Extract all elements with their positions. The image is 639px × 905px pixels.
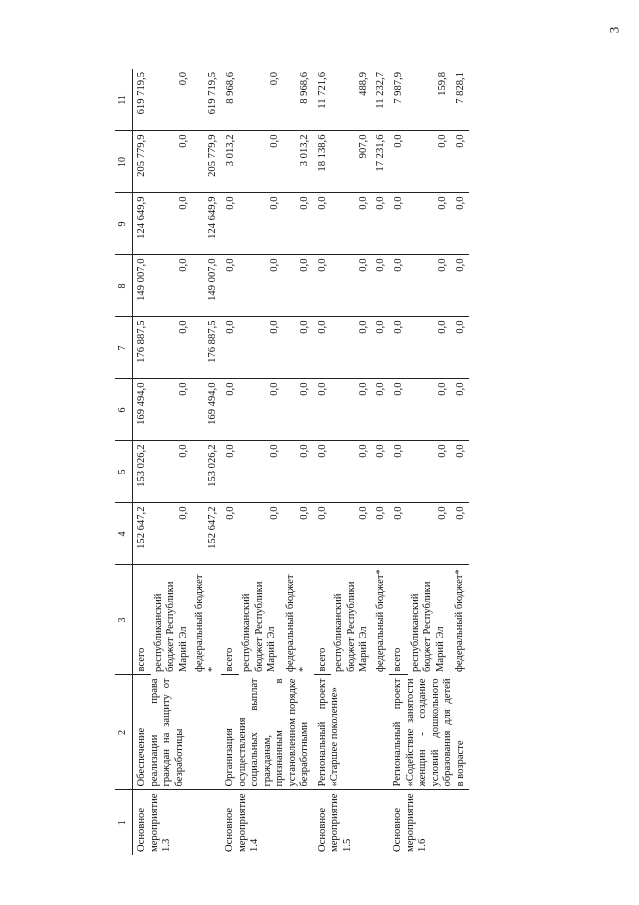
amount-cell: 0,0 — [314, 503, 332, 565]
amount-cell: 0,0 — [221, 379, 239, 441]
header-col-10: 10 — [115, 131, 133, 193]
amount-cell: 0,0 — [314, 317, 332, 379]
amount-cell: 0,0 — [373, 193, 390, 255]
header-row — [115, 69, 133, 855]
header-col-1: 1 — [115, 790, 133, 855]
amount-cell: 619 719,5 — [192, 69, 221, 131]
amount-cell: 153 026,2 — [192, 441, 221, 503]
funding-source: республиканский бюджет Республики Марий Эл — [409, 581, 446, 672]
header-col-11: 11 — [115, 69, 133, 131]
amount-cell: 0,0 — [151, 503, 193, 565]
amount-cell: 11 721,6 — [314, 69, 332, 131]
amount-cell: 169 494,0 — [192, 379, 221, 441]
amount-cell: 124 649,9 — [133, 193, 151, 255]
amount-cell: 0,0 — [408, 131, 452, 193]
header-col-5: 5 — [115, 441, 133, 503]
amount-cell: 0,0 — [221, 503, 239, 565]
amount-cell: 17 231,6 — [373, 131, 390, 193]
amount-cell: 205 779,9 — [192, 131, 221, 193]
funding-source: республиканский бюджет Республики Марий Эл — [241, 581, 278, 672]
header-col-9: 9 — [115, 193, 133, 255]
amount-cell: 0,0 — [408, 503, 452, 565]
amount-cell: 0,0 — [452, 503, 470, 565]
amount-cell: 176 887,5 — [192, 317, 221, 379]
amount-cell: 0,0 — [373, 379, 390, 441]
amount-cell: 0,0 — [452, 255, 470, 317]
page-number: 3 — [606, 26, 622, 34]
amount-cell: 0,0 — [314, 193, 332, 255]
amount-cell: 0,0 — [221, 193, 239, 255]
amount-cell: 149 007,0 — [192, 255, 221, 317]
amount-cell: 124 649,9 — [192, 193, 221, 255]
amount-cell: 152 647,2 — [133, 503, 151, 565]
amount-cell: 0,0 — [408, 379, 452, 441]
funding-source: всего — [389, 565, 408, 675]
amount-cell: 0,0 — [373, 441, 390, 503]
amount-cell: 488,9 — [331, 69, 373, 131]
amount-cell: 0,0 — [389, 193, 408, 255]
amount-cell: 0,0 — [452, 317, 470, 379]
amount-cell: 0,0 — [283, 441, 314, 503]
header-col-6: 6 — [115, 379, 133, 441]
amount-cell: 619 719,5 — [133, 69, 151, 131]
header-col-8: 8 — [115, 255, 133, 317]
amount-cell: 0,0 — [221, 317, 239, 379]
amount-cell: 0,0 — [408, 193, 452, 255]
header-col-7: 7 — [115, 317, 133, 379]
measure-name: Организация осуществления социальных выплат гражданам, признанным в установленном порядке безработными — [221, 675, 314, 790]
funding-source: федеральный бюджет* — [453, 569, 465, 672]
amount-cell: 169 494,0 — [133, 379, 151, 441]
amount-cell: 0,0 — [151, 193, 193, 255]
amount-cell: 152 647,2 — [192, 503, 221, 565]
header-col-4: 4 — [115, 503, 133, 565]
funding-source: федеральный бюджет* — [374, 569, 386, 672]
amount-cell: 0,0 — [389, 379, 408, 441]
amount-cell: 0,0 — [389, 131, 408, 193]
amount-cell: 205 779,9 — [133, 131, 151, 193]
amount-cell: 8 968,6 — [221, 69, 239, 131]
table-row — [389, 69, 408, 855]
amount-cell: 0,0 — [151, 379, 193, 441]
amount-cell: 159,8 — [408, 69, 452, 131]
amount-cell: 0,0 — [389, 255, 408, 317]
table-row — [314, 69, 332, 855]
funding-source: федеральный бюджет * — [194, 574, 218, 672]
funding-source: всего — [133, 565, 151, 675]
amount-cell: 0,0 — [452, 441, 470, 503]
amount-cell: 0,0 — [239, 69, 283, 131]
amount-cell: 0,0 — [314, 441, 332, 503]
measure-id: Основное мероприятие 1.3 — [136, 793, 172, 852]
amount-cell: 0,0 — [221, 255, 239, 317]
amount-cell: 0,0 — [239, 503, 283, 565]
amount-cell: 0,0 — [331, 255, 373, 317]
amount-cell: 0,0 — [389, 441, 408, 503]
amount-cell: 0,0 — [283, 379, 314, 441]
amount-cell: 0,0 — [221, 441, 239, 503]
amount-cell: 0,0 — [151, 131, 193, 193]
amount-cell: 0,0 — [283, 255, 314, 317]
amount-cell: 149 007,0 — [133, 255, 151, 317]
funding-source: всего — [221, 565, 239, 675]
funding-source: федеральный бюджет * — [285, 574, 309, 672]
amount-cell: 0,0 — [408, 317, 452, 379]
amount-cell: 0,0 — [239, 317, 283, 379]
amount-cell: 0,0 — [239, 131, 283, 193]
amount-cell: 0,0 — [389, 503, 408, 565]
amount-cell: 0,0 — [283, 193, 314, 255]
amount-cell: 0,0 — [239, 255, 283, 317]
amount-cell: 0,0 — [389, 317, 408, 379]
amount-cell: 0,0 — [331, 317, 373, 379]
funding-source: республиканский бюджет Республики Марий Эл — [152, 581, 189, 672]
amount-cell: 3 013,2 — [283, 131, 314, 193]
amount-cell: 0,0 — [331, 193, 373, 255]
measure-name: Региональный проект «Старшее поколение» — [314, 675, 390, 790]
amount-cell: 3 013,2 — [221, 131, 239, 193]
amount-cell: 0,0 — [331, 441, 373, 503]
amount-cell: 907,0 — [331, 131, 373, 193]
amount-cell: 8 968,6 — [283, 69, 314, 131]
amount-cell: 0,0 — [452, 131, 470, 193]
amount-cell: 0,0 — [408, 441, 452, 503]
amount-cell: 0,0 — [151, 69, 193, 131]
amount-cell: 0,0 — [452, 193, 470, 255]
amount-cell: 0,0 — [283, 317, 314, 379]
amount-cell: 7 828,1 — [452, 69, 470, 131]
amount-cell: 0,0 — [331, 503, 373, 565]
amount-cell: 0,0 — [314, 255, 332, 317]
amount-cell: 0,0 — [239, 379, 283, 441]
amount-cell: 0,0 — [239, 193, 283, 255]
amount-cell: 153 026,2 — [133, 441, 151, 503]
amount-cell: 11 232,7 — [373, 69, 390, 131]
amount-cell: 0,0 — [452, 379, 470, 441]
amount-cell: 0,0 — [239, 441, 283, 503]
measure-id: Основное мероприятие 1.5 — [316, 793, 353, 852]
amount-cell: 0,0 — [331, 379, 373, 441]
measure-name: Региональный проект «Содействие занятости женщин - создание условий дошкольного образования для детей в возрасте — [389, 675, 469, 790]
amount-cell: 0,0 — [373, 317, 390, 379]
amount-cell: 0,0 — [373, 503, 390, 565]
amount-cell: 0,0 — [151, 255, 193, 317]
amount-cell: 0,0 — [408, 255, 452, 317]
funding-source: республиканский бюджет Республики Марий Эл — [333, 581, 369, 672]
measure-id: Основное мероприятие 1.6 — [392, 793, 428, 852]
amount-cell: 18 138,6 — [314, 131, 332, 193]
funding-table — [115, 69, 469, 855]
measure-id: Основное мероприятие 1.4 — [224, 793, 260, 852]
amount-cell: 0,0 — [314, 379, 332, 441]
measure-name: Обеспечение реализации права граждан на защиту от безработицы — [133, 675, 222, 790]
table-row — [221, 69, 239, 855]
table-row — [133, 69, 151, 855]
header-col-3: 3 — [115, 565, 133, 675]
amount-cell: 0,0 — [151, 317, 193, 379]
amount-cell: 0,0 — [151, 441, 193, 503]
header-col-2: 2 — [115, 675, 133, 790]
amount-cell: 0,0 — [283, 503, 314, 565]
amount-cell: 7 987,9 — [389, 69, 408, 131]
table-body — [133, 69, 470, 855]
amount-cell: 0,0 — [373, 255, 390, 317]
amount-cell: 176 887,5 — [133, 317, 151, 379]
funding-source: всего — [314, 565, 332, 675]
